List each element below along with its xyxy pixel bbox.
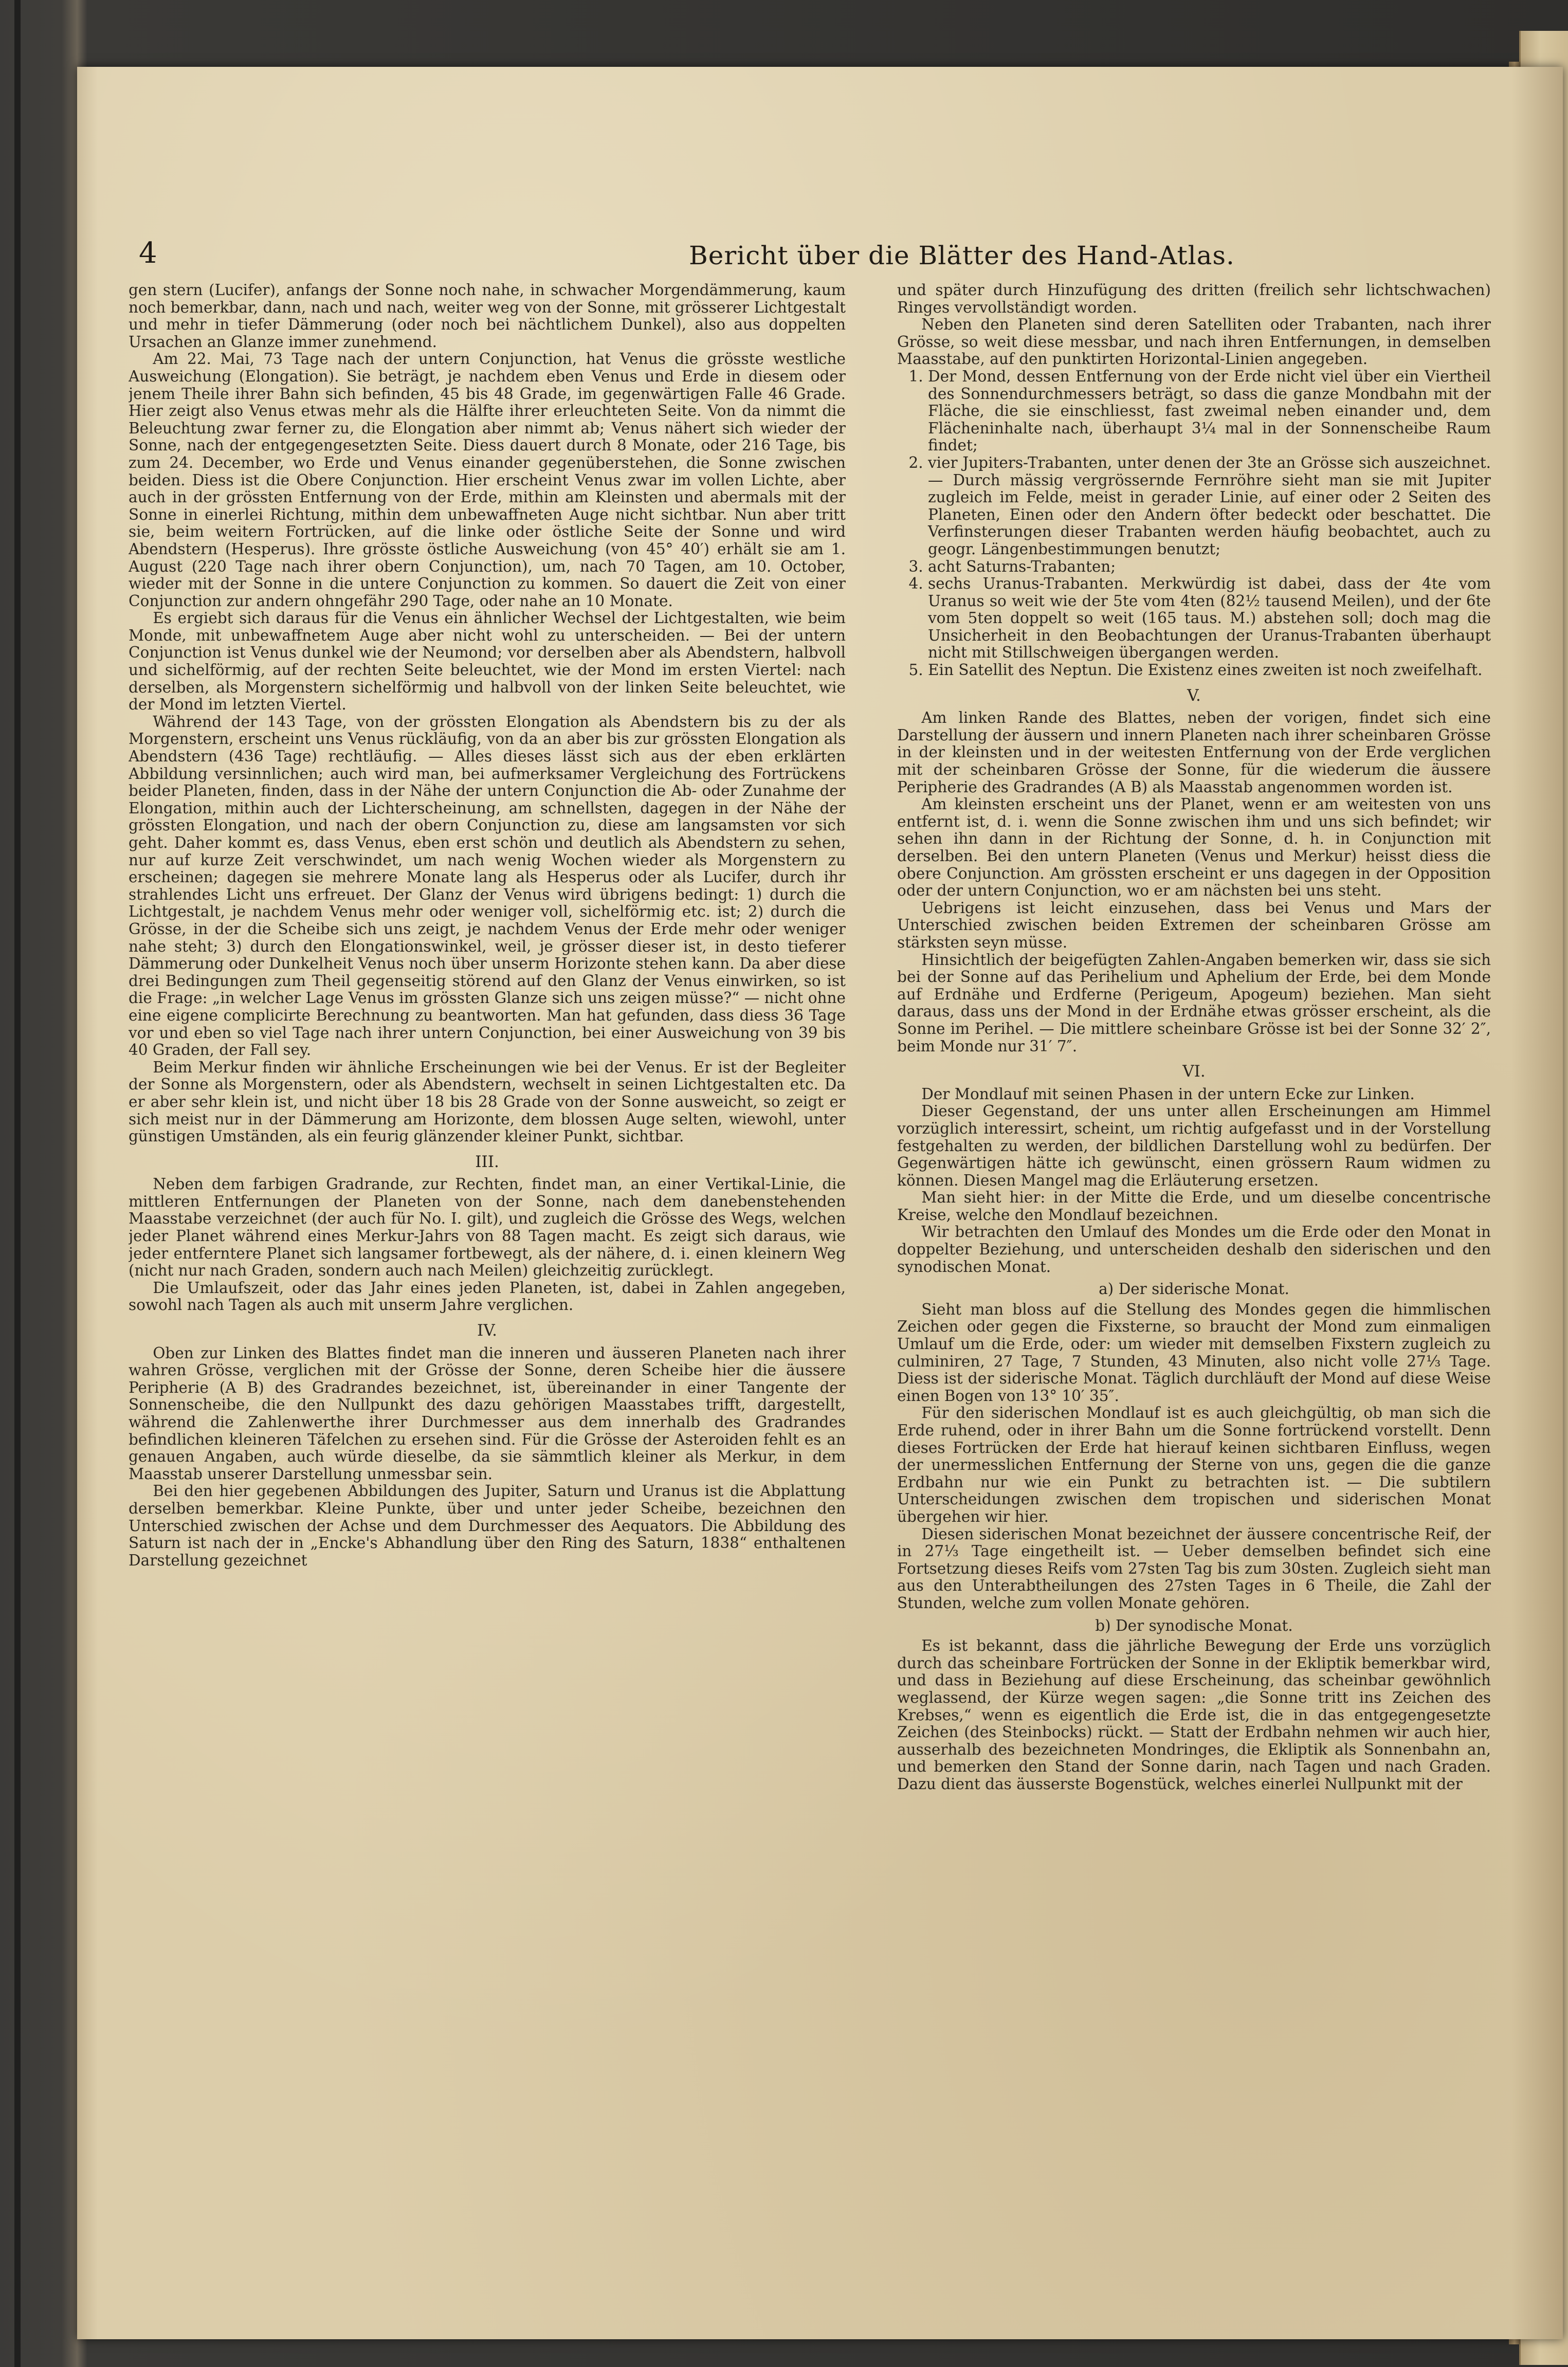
list-item: 2. vier Jupiters-Trabanten, unter denen der 3te an Grösse sich auszeichnet. — Durch mässig vergrössernde Fernröhre sieht man sie mit Jupiter zugleich im Felde, meist in gerader Linie, auf einer oder 2 Seiten des Planeten, Einen oder den Andern öfter bedeckt oder beschattet. Die Verfinsterungen dieser Trabanten werden häufig beobachtet, auch zu geogr. Längenbestimmungen benutzt; bbox=[928, 454, 1491, 558]
paragraph: Am 22. Mai, 73 Tage nach der untern Conjunction, hat Venus die grösste westliche Ausweichung (Elongation). Sie beträgt, je nachdem eben Venus und Erde in diesem oder jenem Theile ihrer Bahn sich befinden, 45 bis 48 Grade, im gegenwärtigen Falle 46 Grade. Hier zeigt also Venus etwas mehr als die Hälfte ihrer erleuchteten Seite. Von da nimmt die Beleuchtung zwar ferner zu, die Elongation aber nimmt ab; Venus nähert sich wieder der Sonne, nach der entgegengesetzten Seite. Diess dauert durch 8 Monate, oder 216 Tage, bis zum 24. December, wo Erde und Venus einander gegenüberstehen, die Sonne zwischen beiden. Diess ist die Obere Conjunction. Hier erscheint Venus zwar im vollen Lichte, aber auch in der grössten Entfernung von der Erde, mithin am Kleinsten und abermals mit der Sonne in einerlei Richtung, mithin dem unbewaffneten Auge nicht sichtbar. Nun aber tritt sie, beim weitern Fortrücken, auf die linke oder östliche Seite der Sonne und wird Abendstern (Hesperus). Ihre grösste östliche Ausweichung (von 45° 40′) erhält sie am 1. August (220 Tage nach ihrer obern Conjunction), um, nach 70 Tagen, am 10. October, wieder mit der Sonne in die untere Conjunction zu kommen. So dauert die Zeit von einer Conjunction zur andern ohngefähr 290 Tage, oder nahe an 10 Monate. bbox=[129, 350, 846, 610]
subsection-heading: a) Der siderische Monat. bbox=[1099, 1280, 1289, 1298]
running-head: Bericht über die Blätter des Hand-Atlas. bbox=[689, 241, 1235, 270]
paragraph: Es ergiebt sich daraus für die Venus ein ähnlicher Wechsel der Lichtgestalten, wie beim Monde, mit unbewaffnetem Auge aber nicht wohl zu unterscheiden. — Bei der untern Conjunction ist Venus dunkel wie der Neumond; vor derselben aber als Abendstern, halbvoll und sichelförmig, auf der rechten Seite beleuchtet, wie der Mond im ersten Viertel: nach derselben, als Morgenstern sichelförmig und halbvoll von der linken Seite beleuchtet, wie der Mond im letzten Viertel. bbox=[129, 609, 846, 714]
paragraph: Neben dem farbigen Gradrande, zur Rechten, findet man, an einer Vertikal-Linie, die mittleren Entfernungen der Planeten von der Sonne, nach dem danebenstehenden Maasstabe verzeichnet (der auch für No. I. gilt), und zugleich die Grösse des Wegs, welchen jeder Planet während eines Merkur-Jahrs von 88 Tagen macht. Es zeigt sich daraus, wie jeder entferntere Planet sich langsamer fortbewegt, als der nähere, d. i. einen kleinern Weg (nicht nur nach Graden, sondern auch nach Meilen) gleichzeitig zurücklegt. bbox=[129, 1175, 846, 1280]
paragraph: Für den siderischen Mondlauf ist es auch gleichgültig, ob man sich die Erde ruhend, oder in ihrer Bahn um die Sonne fortrückend vorstellt. Denn dieses Fortrücken der Erde hat hierauf keinen sichtbaren Einfluss, wegen der unermesslichen Entfernung der Sterne von uns, gegen die die ganze Erdbahn nur wie ein Punkt zu betrachten ist. — Die subtilern Unterscheidungen zwischen dem tropischen und siderischen Monat übergehen wir hier. bbox=[897, 1404, 1491, 1525]
satellite-list bbox=[897, 368, 1491, 679]
paragraph: Hinsichtlich der beigefügten Zahlen-Angaben bemerken wir, dass sie sich bei der Sonne auf das Perihelium und Aphelium der Erde, bei dem Monde auf Erdnähe und Erdferne (Perigeum, Apogeum) beziehen. Man sieht daraus, dass uns der Mond in der Erdnähe etwas grösser erscheint, als die Sonne im Perihel. — Die mittlere scheinbare Grösse ist bei der Sonne 32′ 2″, beim Monde nur 31′ 7″. bbox=[897, 951, 1491, 1055]
paragraph: Am kleinsten erscheint uns der Planet, wenn er am weitesten von uns entfernt ist, d. i. wenn die Sonne zwischen ihm und uns sich befindet; wir sehen ihn dann in der Richtung der Sonne, d. h. in Conjunction mit derselben. Bei den untern Planeten (Venus und Merkur) heisst diess die obere Conjunction. Am grössten erscheint er uns dagegen in der Opposition oder der untern Conjunction, wo er am nächsten bei uns steht. bbox=[897, 795, 1491, 900]
section-heading: III. bbox=[475, 1152, 499, 1171]
list-item: 5. Ein Satellit des Neptun. Die Existenz eines zweiten ist noch zweifelhaft. bbox=[928, 662, 1491, 679]
list-item: 1. Der Mond, dessen Entfernung von der Erde nicht viel über ein Viertheil des Sonnendurchmessers beträgt, so dass die ganze Mondbahn mit der Fläche, die sie einschliesst, fast zweimal neben einander und, dem Flächeninhalte nach, überhaupt 3¼ mal in der Sonnenscheibe Raum findet; bbox=[928, 368, 1491, 454]
paragraph: Oben zur Linken des Blattes findet man die inneren und äusseren Planeten nach ihrer wahren Grösse, verglichen mit der Grösse der Sonne, deren Scheibe hier die äussere Peripherie (A B) des Gradrandes bezeichnet, ist, übereinander in einer Tangente der Sonnenscheibe, die den Nullpunkt des dazu gehörigen Maasstabes trifft, dargestellt, während die Zahlenwerthe ihrer Durchmesser aus dem innerhalb des Gradrandes befindlichen kleineren Täfelchen zu ersehen sind. Für die Grösse der Asteroiden fehlt es an genauen Angaben, auch würde dieselbe, da sie sämmtlich kleiner als Merkur, in dem Maasstab unserer Darstellung unmessbar sein. bbox=[129, 1344, 846, 1483]
section-heading: V. bbox=[1187, 686, 1201, 705]
right-column bbox=[897, 282, 1491, 2333]
page-header bbox=[139, 236, 1486, 278]
paragraph: Die Umlaufszeit, oder das Jahr eines jeden Planeten, ist, dabei in Zahlen angegeben, sowohl nach Tagen als auch mit unserm Jahre verglichen. bbox=[129, 1279, 846, 1314]
paragraph: und später durch Hinzufügung des dritten (freilich sehr lichtschwachen) Ringes vervollständigt worden. bbox=[897, 282, 1491, 316]
paragraph: Der Mondlauf mit seinen Phasen in der untern Ecke zur Linken. bbox=[921, 1085, 1415, 1103]
section-heading: IV. bbox=[477, 1321, 498, 1340]
left-column bbox=[129, 282, 846, 2333]
subsection-heading: b) Der synodische Monat. bbox=[1095, 1616, 1293, 1634]
paragraph: Wir betrachten den Umlauf des Mondes um die Erde oder den Monat in doppelter Beziehung, und unterscheiden deshalb den siderischen und den synodischen Monat. bbox=[897, 1223, 1491, 1276]
list-item: 3. acht Saturns-Trabanten; bbox=[928, 558, 1491, 576]
paragraph: Bei den hier gegebenen Abbildungen des Jupiter, Saturn und Uranus ist die Abplattung derselben bemerkbar. Kleine Punkte, über und unter jeder Scheibe, bezeichnen den Unterschied zwischen der Achse und dem Durchmesser des Aequators. Die Abbildung des Saturn ist nach der in „Encke's Abhandlung über den Ring des Saturn, 1838“ enthaltenen Darstellung gezeichnet bbox=[129, 1482, 846, 1569]
list-item: 4. sechs Uranus-Trabanten. Merkwürdig ist dabei, dass der 4te vom Uranus so weit wie der 5te vom 4ten (82½ tausend Meilen), und der 6te vom 5ten doppelt so weit (165 taus. M.) abstehen soll; doch mag die Unsicherheit in den Beobachtungen der Uranus-Trabanten überhaupt nicht mit Stillschweigen übergangen werden. bbox=[928, 575, 1491, 662]
paragraph: Es ist bekannt, dass die jährliche Bewegung der Erde uns vorzüglich durch das scheinbare Fortrücken der Sonne in der Ekliptik bemerkbar wird, und dass in Beziehung auf diese Erscheinung, das scheinbar gewöhnlich weglassend, der Kürze wegen sagen: „die Sonne tritt ins Zeichen des Krebses,“ wenn es eigentlich die Erde ist, die in das entgegengesetzte Zeichen (des Steinbocks) rückt. — Statt der Erdbahn nehmen wir auch hier, ausserhalb des bezeichneten Mondringes, die Ekliptik als Sonnenbahn an, und bemerken den Stand der Sonne darin, nach Tagen und nach Graden. Dazu dient das äusserste Bogenstück, welches einerlei Nullpunkt mit der bbox=[897, 1637, 1491, 1793]
paragraph: Uebrigens ist leicht einzusehen, dass bei Venus und Mars der Unterschied zwischen beiden Extremen der scheinbaren Grösse am stärksten seyn müsse. bbox=[897, 899, 1491, 951]
page-number: 4 bbox=[139, 236, 157, 270]
paragraph: Während der 143 Tage, von der grössten Elongation als Abendstern bis zu der als Morgenstern, erscheint uns Venus rückläufig, von da an aber bis zur grössten Elongation als Abendstern (436 Tage) rechtläufig. — Alles dieses lässt sich aus der eben erklärten Abbildung versinnlichen; auch wird man, bei aufmerksamer Vergleichung des Fortrückens beider Planeten, finden, dass in der Nähe der untern Conjunction die Ab- oder Zunahme der Elongation, mithin auch der Lichterscheinung, am schnellsten, dagegen in der Nähe der grössten Elongation, und nach der obern Conjunction zu, diese am langsamsten vor sich geht. Daher kommt es, dass Venus, eben erst schön und deutlich als Abendstern zu sehen, nur auf kurze Zeit verschwindet, um nach wenig Wochen wieder als Morgenstern zu erscheinen; dagegen sie mehrere Monate lang als Hesperus oder als Lucifer, durch ihr strahlendes Licht uns erfreuet. Der Glanz der Venus wird übrigens bedingt: 1) durch die Lichtgestalt, je nachdem Venus mehr oder weniger voll, sichelförmig etc. ist; 2) durch die Grösse, in der die Scheibe sich uns zeigt, je nachdem Venus der Erde mehr oder weniger nahe steht; 3) durch den Elongationswinkel, weil, je grösser dieser ist, in desto tieferer Dämmerung oder Dunkelheit Venus noch über unserm Horizonte stehen kann. Da aber diese drei Bedingungen zum Theil gegenseitig störend auf den Glanz der Venus einwirken, so ist die Frage: „in welcher Lage Venus im grössten Glanze sich uns zeigen müsse?“ — nicht ohne eine eigene complicirte Berechnung zu beantworten. Man hat gefunden, dass diess 36 Tage vor und eben so viel Tage nach ihrer untern Conjunction, bei einer Ausweichung von 39 bis 40 Graden, der Fall sey. bbox=[129, 713, 846, 1059]
paragraph: gen stern (Lucifer), anfangs der Sonne noch nahe, in schwacher Morgendämmerung, kaum noch bemerkbar, dann, nach und nach, weiter weg von der Sonne, mit grösserer Lichtgestalt und mehr in tiefer Dämmerung (oder noch bei nächtlichem Dunkel), also aus doppelten Ursachen an Glanze immer zunehmend. bbox=[129, 282, 846, 351]
scanner-edge bbox=[14, 0, 21, 2367]
section-heading: VI. bbox=[1182, 1062, 1206, 1081]
paragraph: Man sieht hier: in der Mitte die Erde, und um dieselbe concentrische Kreise, welche den Mondlauf bezeichnen. bbox=[897, 1189, 1491, 1224]
paragraph: Beim Merkur finden wir ähnliche Erscheinungen wie bei der Venus. Er ist der Begleiter der Sonne als Morgenstern, oder als Abendstern, wechselt in seinen Lichtgestalten etc. Da er aber sehr klein ist, und nicht über 18 bis 28 Grade von der Sonne ausweicht, so zeigt er sich meist nur in der Dämmerung am Horizonte, dem blossen Auge selten, wiewohl, unter günstigen Umständen, als ein feurig glänzender kleiner Punkt, sichtbar. bbox=[129, 1058, 846, 1145]
paragraph: Neben den Planeten sind deren Satelliten oder Trabanten, nach ihrer Grösse, so weit diese messbar, und nach ihren Entfernungen, in demselben Maasstabe, auf den punktirten Horizontal-Linien angegeben. bbox=[897, 316, 1491, 368]
paragraph: Diesen siderischen Monat bezeichnet der äussere concentrische Reif, der in 27⅓ Tage eingetheilt ist. — Ueber demselben befindet sich eine Fortsetzung dieses Reifs vom 27sten Tag bis zum 30sten. Zugleich sieht man aus den Unterabtheilungen des 27sten Tages in 6 Theile, die Zahl der Stunden, welche zum vollen Monate gehören. bbox=[897, 1525, 1491, 1612]
paragraph: Am linken Rande des Blattes, neben der vorigen, findet sich eine Darstellung der äussern und innern Planeten nach ihrer scheinbaren Grösse in der kleinsten und in der weitesten Entfernung von der Erde verglichen mit der scheinbaren Grösse der Sonne, für die wiederum die äussere Peripherie des Gradrandes (A B) als Maasstab angenommen worden ist. bbox=[897, 709, 1491, 796]
paragraph: Dieser Gegenstand, der uns unter allen Erscheinungen am Himmel vorzüglich interessirt, scheint, um richtig aufgefasst und in der Vorstellung festgehalten zu werden, der bildlichen Darstellung wohl zu bedürfen. Der Gegenwärtigen hätte ich gewünscht, einen grössern Raum widmen zu können. Diesen Mangel mag die Erläuterung ersetzen. bbox=[897, 1102, 1491, 1189]
paragraph: Sieht man bloss auf die Stellung des Mondes gegen die himmlischen Zeichen oder gegen die Fixsterne, so braucht der Mond zum einmaligen Umlauf um die Erde, oder: um wieder mit demselben Fixstern zugleich zu culminiren, 27 Tage, 7 Stunden, 43 Minuten, also nicht volle 27⅓ Tage. Diess ist der siderische Monat. Täglich durchläuft der Mond auf diese Weise einen Bogen von 13° 10′ 35″. bbox=[897, 1300, 1491, 1405]
